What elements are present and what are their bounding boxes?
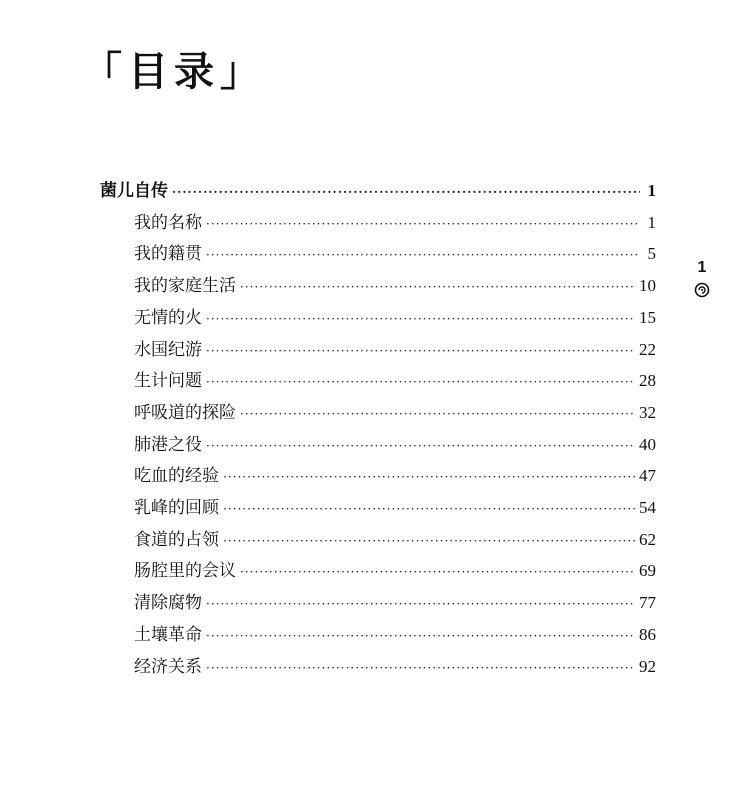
toc-entry[interactable] [134, 556, 656, 586]
dot-leader [223, 462, 635, 492]
dot-leader [206, 653, 635, 683]
dot-leader [206, 240, 640, 270]
dot-leader [206, 621, 635, 651]
toc-entry-label: 乳峰的回顾 [134, 498, 219, 518]
toc-entry-page: 92 [639, 656, 656, 676]
toc-entry[interactable] [134, 493, 656, 523]
toc-entry[interactable] [134, 335, 656, 365]
toc-entry-page: 10 [639, 276, 656, 296]
toc-entry-page: 15 [639, 307, 656, 327]
dot-leader [206, 367, 635, 397]
toc-entry-label: 吃血的经验 [134, 466, 219, 487]
toc-entry-label: 食道的占领 [134, 529, 219, 550]
folio-number: 1 [697, 259, 707, 276]
dot-leader [206, 209, 640, 239]
toc-entry-page: 1 [647, 181, 656, 200]
dot-leader [206, 589, 635, 619]
toc-entry-label: 肺港之役 [134, 434, 202, 455]
dot-leader [240, 557, 635, 587]
toc-entry[interactable] [134, 652, 656, 682]
toc-entry-label: 呼吸道的探险 [134, 402, 236, 423]
toc-entry[interactable] [134, 461, 656, 491]
toc-entry[interactable] [134, 366, 656, 396]
spiral-icon [694, 282, 710, 298]
toc-entry-page: 62 [639, 529, 656, 549]
dot-leader [206, 304, 635, 334]
toc-entry-page: 22 [639, 339, 656, 359]
toc-entry-page: 28 [639, 371, 656, 391]
dot-leader [172, 177, 640, 207]
toc-entry-label: 肠腔里的会议 [134, 561, 236, 582]
toc-entry-label: 我的籍贯 [134, 244, 202, 265]
toc-entry[interactable] [134, 239, 656, 269]
dot-leader [206, 336, 635, 366]
toc-entry-page: 77 [639, 593, 656, 613]
toc-entry[interactable] [134, 208, 656, 238]
toc-entry-label: 清除腐物 [134, 593, 202, 614]
dot-leader [240, 272, 635, 302]
toc-entry[interactable] [134, 271, 656, 301]
toc-entry-label: 无情的火 [134, 307, 202, 328]
dot-leader [206, 431, 635, 461]
dot-leader [223, 526, 635, 556]
toc-entry-label: 土壤革命 [134, 624, 202, 645]
toc-entry-page: 40 [639, 434, 656, 454]
dot-leader [240, 399, 635, 429]
toc-entry-label: 经济关系 [134, 656, 202, 677]
toc-entry-page: 54 [639, 498, 656, 517]
toc-entry[interactable] [134, 398, 656, 428]
toc-entry[interactable] [134, 525, 656, 555]
toc-entry-page: 1 [647, 212, 656, 232]
toc-entry-label: 我的名称 [134, 212, 202, 233]
toc-entry-label: 水国纪游 [134, 339, 202, 360]
toc-entry-page: 86 [639, 624, 656, 644]
toc-entry[interactable] [134, 303, 656, 333]
dot-leader [223, 494, 635, 524]
toc-entry[interactable] [134, 588, 656, 618]
toc-entry-page: 32 [639, 402, 656, 422]
toc-entry-page: 5 [647, 244, 656, 264]
folio [692, 258, 712, 298]
toc-entry[interactable] [134, 620, 656, 650]
toc-entry-page: 69 [639, 561, 656, 581]
page-title: 「目录」 [82, 48, 266, 95]
toc-entry-label: 生计问题 [134, 371, 202, 392]
toc-entry[interactable] [134, 430, 656, 460]
toc-entry-label: 我的家庭生活 [134, 276, 236, 297]
toc-entry-chapter[interactable] [100, 176, 656, 206]
toc-entry-page: 47 [639, 466, 656, 486]
toc-entry-label: 菌儿自传 [100, 181, 168, 201]
